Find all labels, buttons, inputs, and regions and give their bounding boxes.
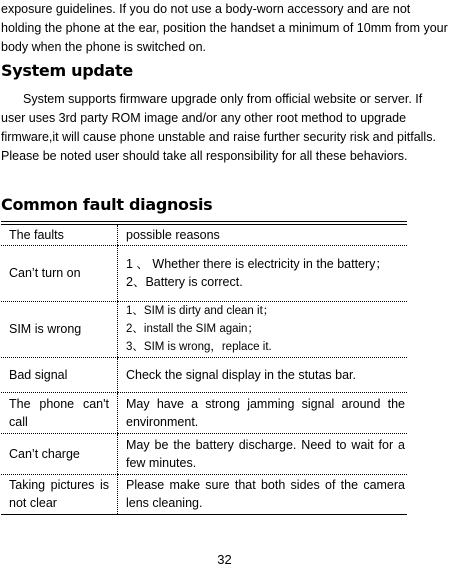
reasons-cell	[118, 301, 408, 357]
table-header-row	[1, 225, 407, 245]
fault-cell: SIM is wrong	[1, 301, 118, 357]
reasons-cell: Please make sure that both sides of the camera lens cleaning.	[118, 474, 408, 514]
reason-line: 1、SIM is dirty and clean it；	[126, 305, 275, 317]
table-row	[1, 357, 407, 392]
intro-paragraph: exposure guidelines. If you do not use a body-worn accessory and are not holding the phone at the ear, position the handset a minimum of 10mm from your body when the phone is switched on.	[1, 2, 448, 54]
table-row	[1, 474, 407, 514]
reason-line: 2、install the SIM again；	[126, 323, 259, 335]
page-number: 32	[217, 552, 232, 567]
table-row	[1, 392, 407, 433]
reason-line: 2、Battery is correct.	[126, 275, 243, 289]
reason-line: 3、SIM is wrong，replace it.	[126, 341, 272, 353]
header-faults: The faults	[1, 225, 118, 245]
fault-cell: Taking pictures is not clear	[1, 474, 118, 514]
table-row	[1, 245, 407, 301]
fault-cell: The phone can't call	[1, 392, 118, 433]
fault-diagnosis-heading: Common fault diagnosis	[1, 195, 213, 214]
fault-cell: Can’t charge	[1, 433, 118, 474]
reasons-cell: Check the signal display in the stutas bar.	[118, 357, 408, 392]
fault-table	[1, 221, 407, 515]
fault-cell: Bad signal	[1, 357, 118, 392]
system-update-paragraph: System supports firmware upgrade only from official website or server. If user uses 3rd party ROM image and/or any other root method to upgrade firmware,it will cause phone unstable and raise further security risk and pitfalls. Please be noted user should take all responsibility for all these behaviors.	[1, 92, 436, 163]
table-row	[1, 433, 407, 474]
fault-cell: Can’t turn on	[1, 245, 118, 301]
reasons-cell: May have a strong jamming signal around the environment.	[118, 392, 408, 433]
reasons-cell: May be the battery discharge. Need to wait for a few minutes.	[118, 433, 408, 474]
header-reasons: possible reasons	[118, 225, 408, 245]
table-row	[1, 301, 407, 357]
reasons-cell	[118, 245, 408, 301]
system-update-heading: System update	[1, 61, 133, 80]
reason-line: 1 、 Whether there is electricity in the battery；	[126, 257, 388, 271]
